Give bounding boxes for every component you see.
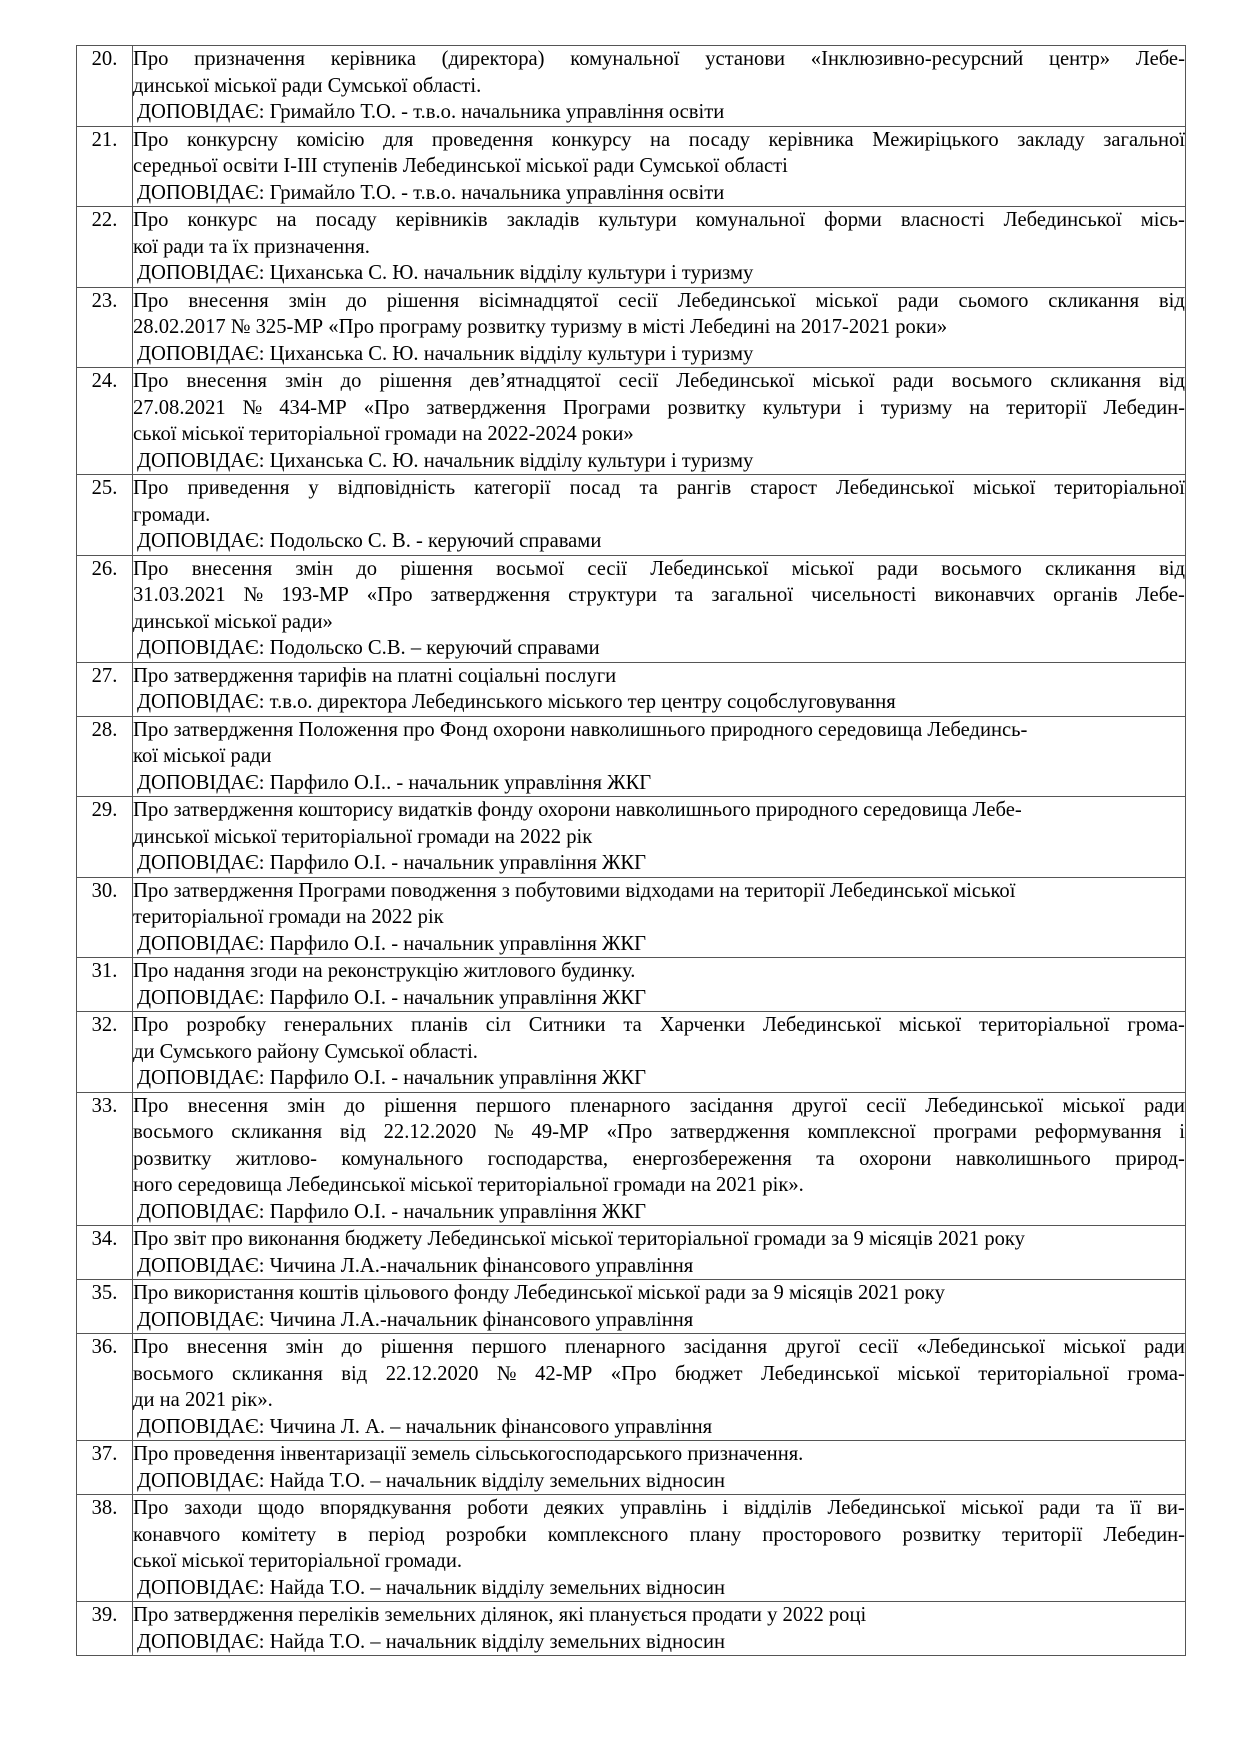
agenda-item-number: 29.	[77, 797, 133, 878]
agenda-item-title-line: розвитку житлово- комунального господарства, енергозбереження та охорони навколишнього природ-	[133, 1147, 1185, 1170]
agenda-row	[77, 368, 1186, 475]
agenda-item-reporter: ДОПОВІДАЄ: Гримайло Т.О. - т.в.о. начальника управління освіти	[137, 101, 725, 123]
agenda-item-body	[133, 716, 1186, 797]
agenda-item-title-line: Про затвердження тарифів на платні соціальні послуги	[133, 664, 617, 687]
agenda-item-title-line: Про внесення змін до рішення дев’ятнадцятої сесії Лебединської міської ради восьмого скликання від	[133, 370, 1185, 392]
agenda-item-title-line: динської міської ради Сумської області.	[133, 74, 482, 97]
agenda-item-title-line: Про затвердження переліків земельних ділянок, які планується продати у 2022 році	[133, 1604, 867, 1626]
agenda-item-title-line: динської міської ради»	[133, 610, 333, 633]
agenda-item-title-line: динської міської територіальної громади на 2022 рік	[133, 825, 593, 848]
agenda-item-body	[133, 475, 1186, 556]
agenda-item-number: 28.	[77, 716, 133, 797]
agenda-item-reporter: ДОПОВІДАЄ: Циханська С. Ю. начальник відділу культури і туризму	[137, 342, 754, 365]
agenda-row	[77, 877, 1186, 958]
agenda-item-number: 32.	[77, 1012, 133, 1093]
agenda-item-reporter: ДОПОВІДАЄ: Циханська С. Ю. начальник відділу культури і туризму	[137, 449, 754, 472]
agenda-item-body	[133, 207, 1186, 288]
agenda-item-number: 34.	[77, 1226, 133, 1280]
agenda-item-title-line: Про надання згоди на реконструкцію житлового будинку.	[133, 960, 636, 982]
agenda-item-number: 31.	[77, 958, 133, 1012]
agenda-row	[77, 1602, 1186, 1656]
agenda-item-title-line: громади.	[133, 503, 211, 526]
agenda-row	[77, 716, 1186, 797]
agenda-item-number: 21.	[77, 126, 133, 207]
agenda-item-reporter: ДОПОВІДАЄ: Парфило О.І. - начальник управління ЖКГ	[137, 1200, 647, 1223]
agenda-row	[77, 1226, 1186, 1280]
agenda-table	[76, 45, 1186, 1656]
agenda-item-reporter: ДОПОВІДАЄ: Найда Т.О. – начальник відділу земельних відносин	[137, 1469, 725, 1492]
agenda-item-reporter: ДОПОВІДАЄ: т.в.о. директора Лебединського міського тер центру соцобслуговування	[137, 691, 896, 713]
agenda-item-body	[133, 1226, 1186, 1280]
agenda-item-number: 22.	[77, 207, 133, 288]
agenda-item-title-line: 27.08.2021 № 434-МР «Про затвердження Програми розвитку культури і туризму на території Лебедин-	[133, 396, 1185, 419]
agenda-item-number: 26.	[77, 555, 133, 662]
agenda-item-title-line: Про розробку генеральних планів сіл Ситники та Харченки Лебединської міської територіальної грома-	[133, 1014, 1185, 1036]
agenda-item-title-line: територіальної громади на 2022 рік	[133, 906, 444, 928]
agenda-item-title-line: ди Сумського району Сумської області.	[133, 1040, 478, 1063]
agenda-item-title-line: ного середовища Лебединської міської територіальної громади на 2021 рік».	[133, 1174, 804, 1196]
agenda-item-reporter: ДОПОВІДАЄ: Чичина Л. А. – начальник фінансового управління	[137, 1415, 713, 1438]
agenda-item-body	[133, 877, 1186, 958]
agenda-row	[77, 207, 1186, 288]
agenda-item-body	[133, 797, 1186, 878]
agenda-item-body	[133, 1334, 1186, 1441]
agenda-item-title-line: Про проведення інвентаризації земель сільськогосподарського призначення.	[133, 1443, 804, 1465]
agenda-row	[77, 287, 1186, 368]
agenda-item-title-line: Про затвердження Положення про Фонд охорони навколишнього природного середовища Лебединсь-	[133, 718, 1028, 741]
agenda-item-body	[133, 662, 1186, 716]
agenda-item-body	[133, 1602, 1186, 1656]
agenda-row	[77, 1012, 1186, 1093]
agenda-item-number: 30.	[77, 877, 133, 958]
agenda-item-number: 38.	[77, 1495, 133, 1602]
agenda-item-title-line: Про внесення змін до рішення першого пленарного засідання другої сесії «Лебединської міської ради	[133, 1336, 1185, 1358]
agenda-item-number: 23.	[77, 287, 133, 368]
agenda-item-title-line: середньої освіти І-ІІІ ступенів Лебединської міської ради Сумської області	[133, 155, 788, 177]
agenda-item-body	[133, 287, 1186, 368]
agenda-row	[77, 475, 1186, 556]
agenda-row	[77, 1441, 1186, 1495]
agenda-item-reporter: ДОПОВІДАЄ: Подольско С. В. - керуючий справами	[137, 530, 602, 552]
agenda-item-title-line: Про внесення змін до рішення восьмої сесії Лебединської міської ради восьмого скликання від	[133, 557, 1185, 580]
agenda-row	[77, 1334, 1186, 1441]
agenda-item-reporter: ДОПОВІДАЄ: Чичина Л.А.-начальник фінансового управління	[137, 1308, 694, 1331]
agenda-item-title-line: Про внесення змін до рішення першого пленарного засідання другої сесії Лебединської міської ради	[133, 1094, 1185, 1117]
agenda-item-body	[133, 958, 1186, 1012]
agenda-item-title-line: конавчого комітету в період розробки комплексного плану просторового розвитку території Лебедин-	[133, 1523, 1185, 1546]
agenda-item-reporter: ДОПОВІДАЄ: Парфило О.І. - начальник управління ЖКГ	[137, 932, 647, 955]
agenda-item-body	[133, 1441, 1186, 1495]
agenda-item-title-line: ської міської територіальної громади.	[133, 1550, 463, 1572]
agenda-row	[77, 1280, 1186, 1334]
agenda-item-title-line: 28.02.2017 № 325-МР «Про програму розвитку туризму в місті Лебедині на 2017-2021 роки»	[133, 316, 948, 338]
agenda-item-number: 24.	[77, 368, 133, 475]
agenda-item-reporter: ДОПОВІДАЄ: Циханська С. Ю. начальник відділу культури і туризму	[137, 262, 754, 284]
agenda-item-body	[133, 1280, 1186, 1334]
agenda-item-body	[133, 368, 1186, 475]
agenda-item-body	[133, 1092, 1186, 1226]
agenda-row	[77, 126, 1186, 207]
agenda-item-number: 27.	[77, 662, 133, 716]
agenda-row	[77, 1092, 1186, 1226]
agenda-item-reporter: ДОПОВІДАЄ: Найда Т.О. – начальник відділу земельних відносин	[137, 1630, 725, 1653]
agenda-item-title-line: Про використання коштів цільового фонду Лебединської міської ради за 9 місяців 2021 року	[133, 1282, 945, 1304]
agenda-item-title-line: кої ради та їх призначення.	[133, 235, 370, 258]
agenda-item-number: 33.	[77, 1092, 133, 1226]
agenda-item-title-line: Про конкурсну комісію для проведення конкурсу на посаду керівника Межиріцького закладу загальної	[133, 128, 1185, 151]
agenda-item-title-line: восьмого скликання від 22.12.2020 № 42-МР «Про бюджет Лебединської міської територіальної грома-	[133, 1362, 1185, 1385]
agenda-item-body	[133, 555, 1186, 662]
agenda-item-reporter: ДОПОВІДАЄ: Найда Т.О. – начальник відділу земельних відносин	[137, 1576, 725, 1599]
agenda-item-body	[133, 1012, 1186, 1093]
agenda-item-title-line: Про приведення у відповідність категорії посад та рангів старост Лебединської міської територіальної	[133, 477, 1185, 499]
agenda-item-title-line: Про внесення змін до рішення вісімнадцятої сесії Лебединської міської ради сьомого скликання від	[133, 289, 1185, 312]
agenda-item-number: 20.	[77, 46, 133, 127]
agenda-item-number: 25.	[77, 475, 133, 556]
agenda-item-number: 35.	[77, 1280, 133, 1334]
agenda-item-title-line: восьмого скликання від 22.12.2020 № 49-МР «Про затвердження комплексної програми реформування і	[133, 1121, 1185, 1143]
agenda-item-title-line: ди на 2021 рік».	[133, 1389, 273, 1411]
agenda-row	[77, 958, 1186, 1012]
agenda-table-body	[77, 46, 1186, 1656]
agenda-row	[77, 46, 1186, 127]
agenda-item-reporter: ДОПОВІДАЄ: Чичина Л.А.-начальник фінансового управління	[137, 1254, 694, 1277]
agenda-item-title-line: кої міської ради	[133, 745, 272, 767]
agenda-item-body	[133, 1495, 1186, 1602]
agenda-item-body	[133, 46, 1186, 127]
agenda-item-title-line: Про конкурс на посаду керівників закладів культури комунальної форми власності Лебединської місь-	[133, 209, 1185, 231]
agenda-item-title-line: ської міської територіальної громади на 2022-2024 роки»	[133, 423, 634, 445]
agenda-item-number: 36.	[77, 1334, 133, 1441]
agenda-item-reporter: ДОПОВІДАЄ: Парфило О.І.. - начальник управління ЖКГ	[137, 771, 652, 794]
agenda-item-title-line: 31.03.2021 № 193-МР «Про затвердження структури та загальної чисельності виконавчих органів Лебе-	[133, 584, 1185, 606]
agenda-row	[77, 1495, 1186, 1602]
agenda-item-title-line: Про заходи щодо впорядкування роботи деяких управлінь і відділів Лебединської міської ради та її ви-	[133, 1497, 1185, 1519]
agenda-item-body	[133, 126, 1186, 207]
agenda-row	[77, 555, 1186, 662]
agenda-item-reporter: ДОПОВІДАЄ: Парфило О.І. - начальник управління ЖКГ	[137, 986, 647, 1009]
agenda-item-title-line: Про затвердження Програми поводження з побутовими відходами на території Лебединської міської	[133, 879, 1016, 902]
agenda-row	[77, 797, 1186, 878]
agenda-row	[77, 662, 1186, 716]
agenda-item-title-line: Про звіт про виконання бюджету Лебединської міської територіальної громади за 9 місяців 2021 року	[133, 1228, 1025, 1250]
agenda-item-reporter: ДОПОВІДАЄ: Парфило О.І. - начальник управління ЖКГ	[137, 852, 647, 874]
agenda-item-reporter: ДОПОВІДАЄ: Подольско С.В. – керуючий справами	[137, 637, 600, 659]
agenda-item-number: 37.	[77, 1441, 133, 1495]
agenda-item-reporter: ДОПОВІДАЄ: Парфило О.І. - начальник управління ЖКГ	[137, 1067, 647, 1089]
agenda-item-reporter: ДОПОВІДАЄ: Гримайло Т.О. - т.в.о. начальника управління освіти	[137, 181, 725, 204]
agenda-item-number: 39.	[77, 1602, 133, 1656]
agenda-item-title-line: Про затвердження кошторису видатків фонду охорони навколишнього природного середовища Лебе-	[133, 799, 1022, 821]
agenda-item-title-line: Про призначення керівника (директора) комунальної установи «Інклюзивно-ресурсний центр» Лебе-	[133, 48, 1185, 70]
